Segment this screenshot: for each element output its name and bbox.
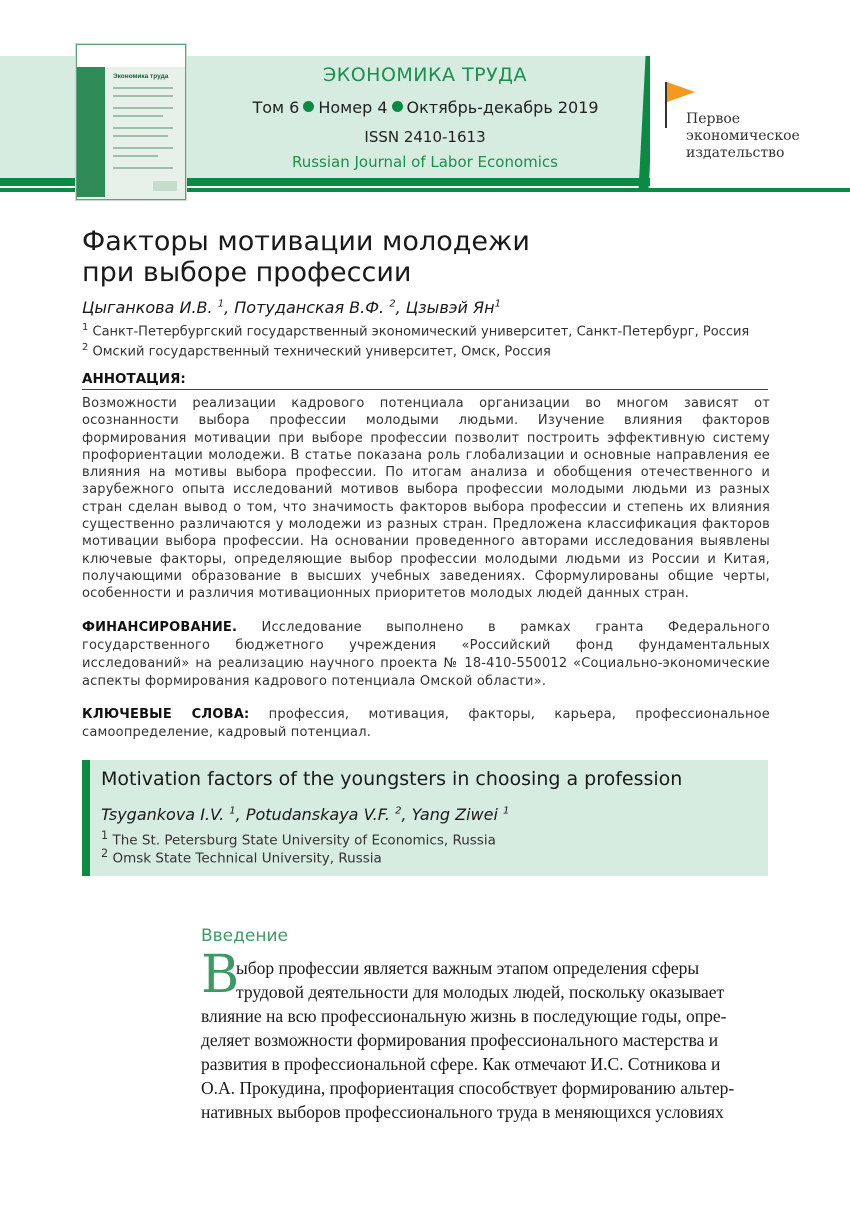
cover-title: Экономика труда xyxy=(113,73,169,80)
keywords-label: КЛЮЧЕВЫЕ СЛОВА: xyxy=(82,707,250,722)
author-name: Tsygankova I.V. xyxy=(101,805,225,824)
cover-publisher-logo xyxy=(153,181,177,191)
author-affiliation-mark: 1 xyxy=(503,805,510,817)
abstract-text: Возможности реализации кадрового потенциала организации во многом зависят от осознанности выбора профессии молодыми людьми. Изучение влияния факторов формирования мотивации при выборе профессии позволит построить эффективную систему профориентации молодежи. В статье показана роль глобализации и основные направления ее влияния на мотивы выбора профессии. По итогам анализа и обобщения отечественного и зарубежного опыта исследований мотивов выбора профессии молодыми людьми из разных стран сделан вывод о том, что значимость факторов выбора профессии и степень их влияния существенно различаются у молодежи из разных стран. Предложена классификация факторов мотивации выбора профессии. На основании проведенного авторами исследования выявлены ключевые факторы, определяющие выбор профессии молодыми людьми из России и Китая, получающими образование в высших учебных заведениях. Сформулированы общие черты, особенности и различия мотивационных приоритетов молодых людей данных стран. xyxy=(82,396,770,602)
publisher-line: Первое xyxy=(686,111,741,127)
author-name: Yang Ziwei xyxy=(411,805,498,824)
cover-text-line xyxy=(113,127,173,129)
journal-cover-thumbnail xyxy=(76,44,186,200)
cover-text-line xyxy=(113,155,158,157)
article-title xyxy=(82,226,530,288)
body-text-line: развития в профессиональной сфере. Как отмечают И.С. Сотникова и xyxy=(201,1054,721,1074)
affiliation-text: Омский государственный технический университет, Омск, Россия xyxy=(92,344,551,360)
author-affiliation-mark: 2 xyxy=(389,298,396,310)
cover-text-line xyxy=(113,135,168,137)
publisher-line: издательство xyxy=(686,145,785,161)
article-title-line: при выборе профессии xyxy=(82,257,412,288)
journal-english-title: Russian Journal of Labor Economics xyxy=(291,153,558,171)
introduction-heading: Введение xyxy=(201,926,288,946)
publisher-name xyxy=(686,111,800,162)
section-divider xyxy=(82,389,768,390)
author-affiliation-mark: 1 xyxy=(217,298,225,310)
journal-title: ЭКОНОМИКА ТРУДА xyxy=(322,64,528,86)
cover-text-line xyxy=(113,115,163,117)
english-title: Motivation factors of the youngsters in choosing a profession xyxy=(101,768,683,790)
affiliation xyxy=(82,322,749,339)
author-affiliation-mark: 2 xyxy=(395,805,402,817)
funding-label: ФИНАНСИРОВАНИЕ. xyxy=(82,620,238,635)
issue-number: Номер 4 xyxy=(318,98,388,117)
author-affiliation-mark: 1 xyxy=(229,805,236,817)
affiliation-mark: 2 xyxy=(101,847,109,860)
article-title-line: Факторы мотивации молодежи xyxy=(82,226,530,257)
drop-cap: В xyxy=(201,945,240,1005)
author-affiliation-mark: 1 xyxy=(494,298,501,310)
affiliation xyxy=(82,342,551,359)
cover-text-line xyxy=(113,87,173,89)
author-name: Potudanskaya V.F. xyxy=(245,805,390,824)
body-text-line: влияние на всю профессиональную жизнь в последующие годы, опре- xyxy=(201,1006,727,1026)
english-affiliation xyxy=(101,847,382,867)
body-text-line: нативных выборов профессионального труда в меняющихся условиях xyxy=(201,1102,724,1122)
body-text-line: трудовой деятельности для молодых людей, поскольку оказывает xyxy=(236,982,725,1002)
body-text-line: О.А. Прокудина, профориентация способствует формированию альтер- xyxy=(201,1078,735,1098)
cover-text-line xyxy=(113,95,173,97)
bullet-dot-icon xyxy=(392,101,403,112)
volume: Том 6 xyxy=(252,98,300,117)
affiliation-text: Санкт-Петербургский государственный экономический университет, Санкт-Петербург, Россия xyxy=(92,324,750,340)
keywords xyxy=(82,706,770,742)
author-name: Цыганкова И.В. xyxy=(82,298,213,317)
cover-top xyxy=(77,45,185,67)
affiliation-text: The St. Petersburg State University of Economics, Russia xyxy=(112,832,496,849)
author-name: Потуданская В.Ф. xyxy=(234,298,385,317)
cover-text-line xyxy=(113,147,173,149)
bullet-dot-icon xyxy=(303,101,314,112)
cover-text-line xyxy=(113,167,173,169)
issn: ISSN 2410-1613 xyxy=(364,128,486,146)
english-authors: Tsygankova I.V. $^1$, Potudanskaya V.F. $^2$, Yang Ziwei $^1$ xyxy=(101,805,510,824)
english-box-accent xyxy=(82,760,90,876)
cover-side-bar xyxy=(77,67,105,197)
abstract-label: АННОТАЦИЯ: xyxy=(82,371,186,387)
funding xyxy=(82,619,770,691)
publisher-line: экономическое xyxy=(686,128,800,144)
keywords-text: профессия, мотивация, факторы, карьера, профессиональное самоопределение, кадровый потенциал. xyxy=(82,707,770,740)
affiliation-mark: 1 xyxy=(82,322,89,333)
orange-flag-icon xyxy=(667,82,695,102)
author-name: Цзывэй Ян xyxy=(405,298,495,317)
affiliation-text: Omsk State Technical University, Russia xyxy=(112,850,382,867)
english-affiliation xyxy=(101,829,496,849)
authors: Цыганкова И.В. $^1$, Потуданская В.Ф. $^2$, Цзывэй $Ян^1$ xyxy=(82,298,501,317)
affiliation-mark: 2 xyxy=(82,342,89,353)
body-text-line: деляет возможности формирования профессионального мастерства и xyxy=(201,1030,719,1050)
body-text-line: ыбор профессии является важным этапом определения сферы xyxy=(236,958,700,978)
issue-info xyxy=(248,98,603,117)
issue-period: Октябрь-декабрь 2019 xyxy=(406,98,599,117)
affiliation-mark: 1 xyxy=(101,829,109,842)
funding-text: Исследование выполнено в рамках гранта Федерального государственного бюджетного учреждения «Российский фонд фундаментальных исследований» на реализацию научного проекта № 18-410-550012 «Социально-экономические аспекты формирования кадрового потенциала Омской области». xyxy=(82,620,770,689)
cover-text-line xyxy=(113,107,173,109)
